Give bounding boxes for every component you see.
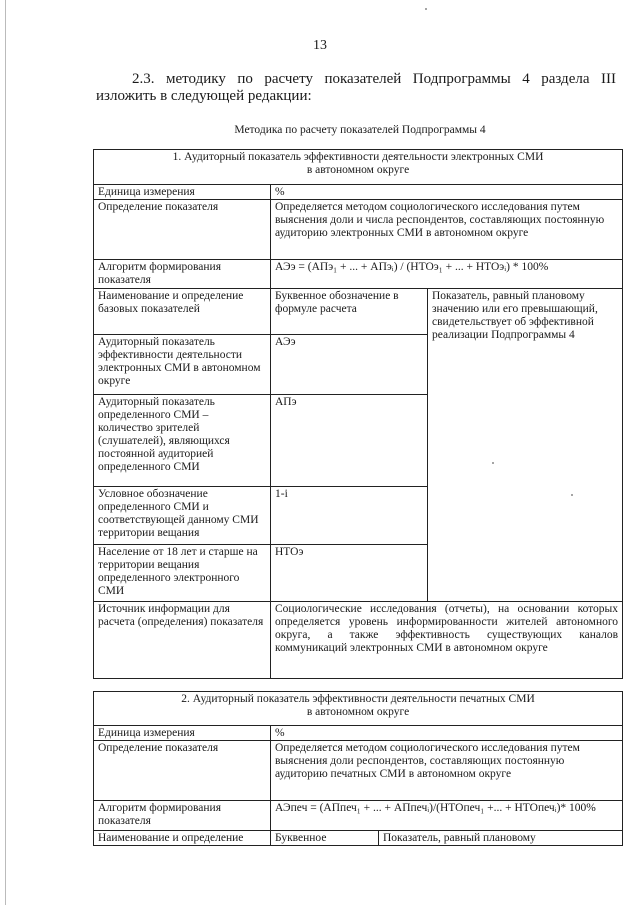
unit-label: Единица измерения: [94, 726, 271, 741]
definition-label: Определение показателя: [94, 741, 271, 801]
intro-line-1: 2.3. методику по расчету показателей Подпрограммы 4 раздела III: [132, 71, 616, 87]
intro-paragraph: [96, 71, 616, 105]
base-indicator-name: Население от 18 лет и старше на территории вещания определенного электронного СМИ: [94, 545, 271, 602]
base-indicator-name: Аудиторный показатель определенного СМИ – количество зрителей (слушателей), являющихся постоянной аудиторией определенного СМИ: [94, 395, 271, 487]
source-text: Социологические исследования (отчеты), на основании которых определяется уровень информированности жителей автономного округа, а также эффективность существующих каналов коммуникаций электронных СМИ в автономном округе: [271, 602, 623, 679]
algorithm-label: Алгоритм формирования показателя: [94, 801, 271, 831]
indicator-table-2: [93, 691, 623, 846]
base-indicator-symbol: АПэ: [271, 395, 428, 487]
letter-label: Буквенное обозначение в формуле расчета: [271, 289, 428, 335]
letter-label: Буквенное: [271, 831, 379, 846]
unit-value: %: [271, 726, 623, 741]
base-names-label: Наименование и определение базовых показателей: [94, 289, 271, 335]
table-header-line-1: 2. Аудиторный показатель эффективности деятельности печатных СМИ: [181, 693, 535, 705]
algorithm-formula: АЭэ = (АПэ₁ + ... + АПэᵢ) / (НТОэ₁ + ... + НТОэᵢ) * 100%: [271, 260, 623, 289]
base-indicator-name: Условное обозначение определенного СМИ и соответствующей данному СМИ территории вещания: [94, 487, 271, 545]
unit-value: %: [271, 185, 623, 200]
base-names-label: Наименование и определение: [94, 831, 271, 846]
methodology-title: Методика по расчету показателей Подпрограммы 4: [234, 124, 486, 136]
table-header: [94, 150, 623, 185]
table-header-line-1: 1. Аудиторный показатель эффективности деятельности электронных СМИ: [172, 151, 544, 163]
base-indicator-symbol: АЭэ: [271, 335, 428, 395]
intro-line-2: изложить в следующей редакции:: [96, 88, 312, 104]
page-number: 13: [313, 38, 327, 53]
scan-speck: [425, 8, 427, 10]
definition-text: Определяется методом социологического исследования путем выяснения доли респондентов, составляющих постоянную аудиторию печатных СМИ в автономном округе: [271, 741, 623, 801]
algorithm-formula: АЭпеч = (АПпеч₁ + ... + АПпечᵢ)/(НТОпеч₁ +... + НТОпечᵢ)* 100%: [271, 801, 623, 831]
table-header-line-2: в автономном округе: [306, 706, 410, 718]
table-header: [94, 692, 623, 726]
indicator-table-1: [93, 149, 623, 679]
base-indicator-name: Аудиторный показатель эффективности деятельности электронных СМИ в автономном округе: [94, 335, 271, 395]
evaluation-note: Показатель, равный плановому значению или его превышающий, свидетельствует об эффективной реализации Подпрограммы 4: [428, 289, 623, 602]
source-label: Источник информации для расчета (определения) показателя: [94, 602, 271, 679]
algorithm-label: Алгоритм формирования показателя: [94, 260, 271, 289]
definition-label: Определение показателя: [94, 200, 271, 260]
table-header-line-2: в автономном округе: [306, 164, 410, 176]
unit-label: Единица измерения: [94, 185, 271, 200]
evaluation-note: Показатель, равный плановому: [379, 831, 623, 846]
base-indicator-symbol: 1-i: [271, 487, 428, 545]
base-indicator-symbol: НТОэ: [271, 545, 428, 602]
definition-text: Определяется методом социологического исследования путем выяснения доли и числа респондентов, составляющих постоянную аудиторию электронных СМИ в автономном округе: [271, 200, 623, 260]
